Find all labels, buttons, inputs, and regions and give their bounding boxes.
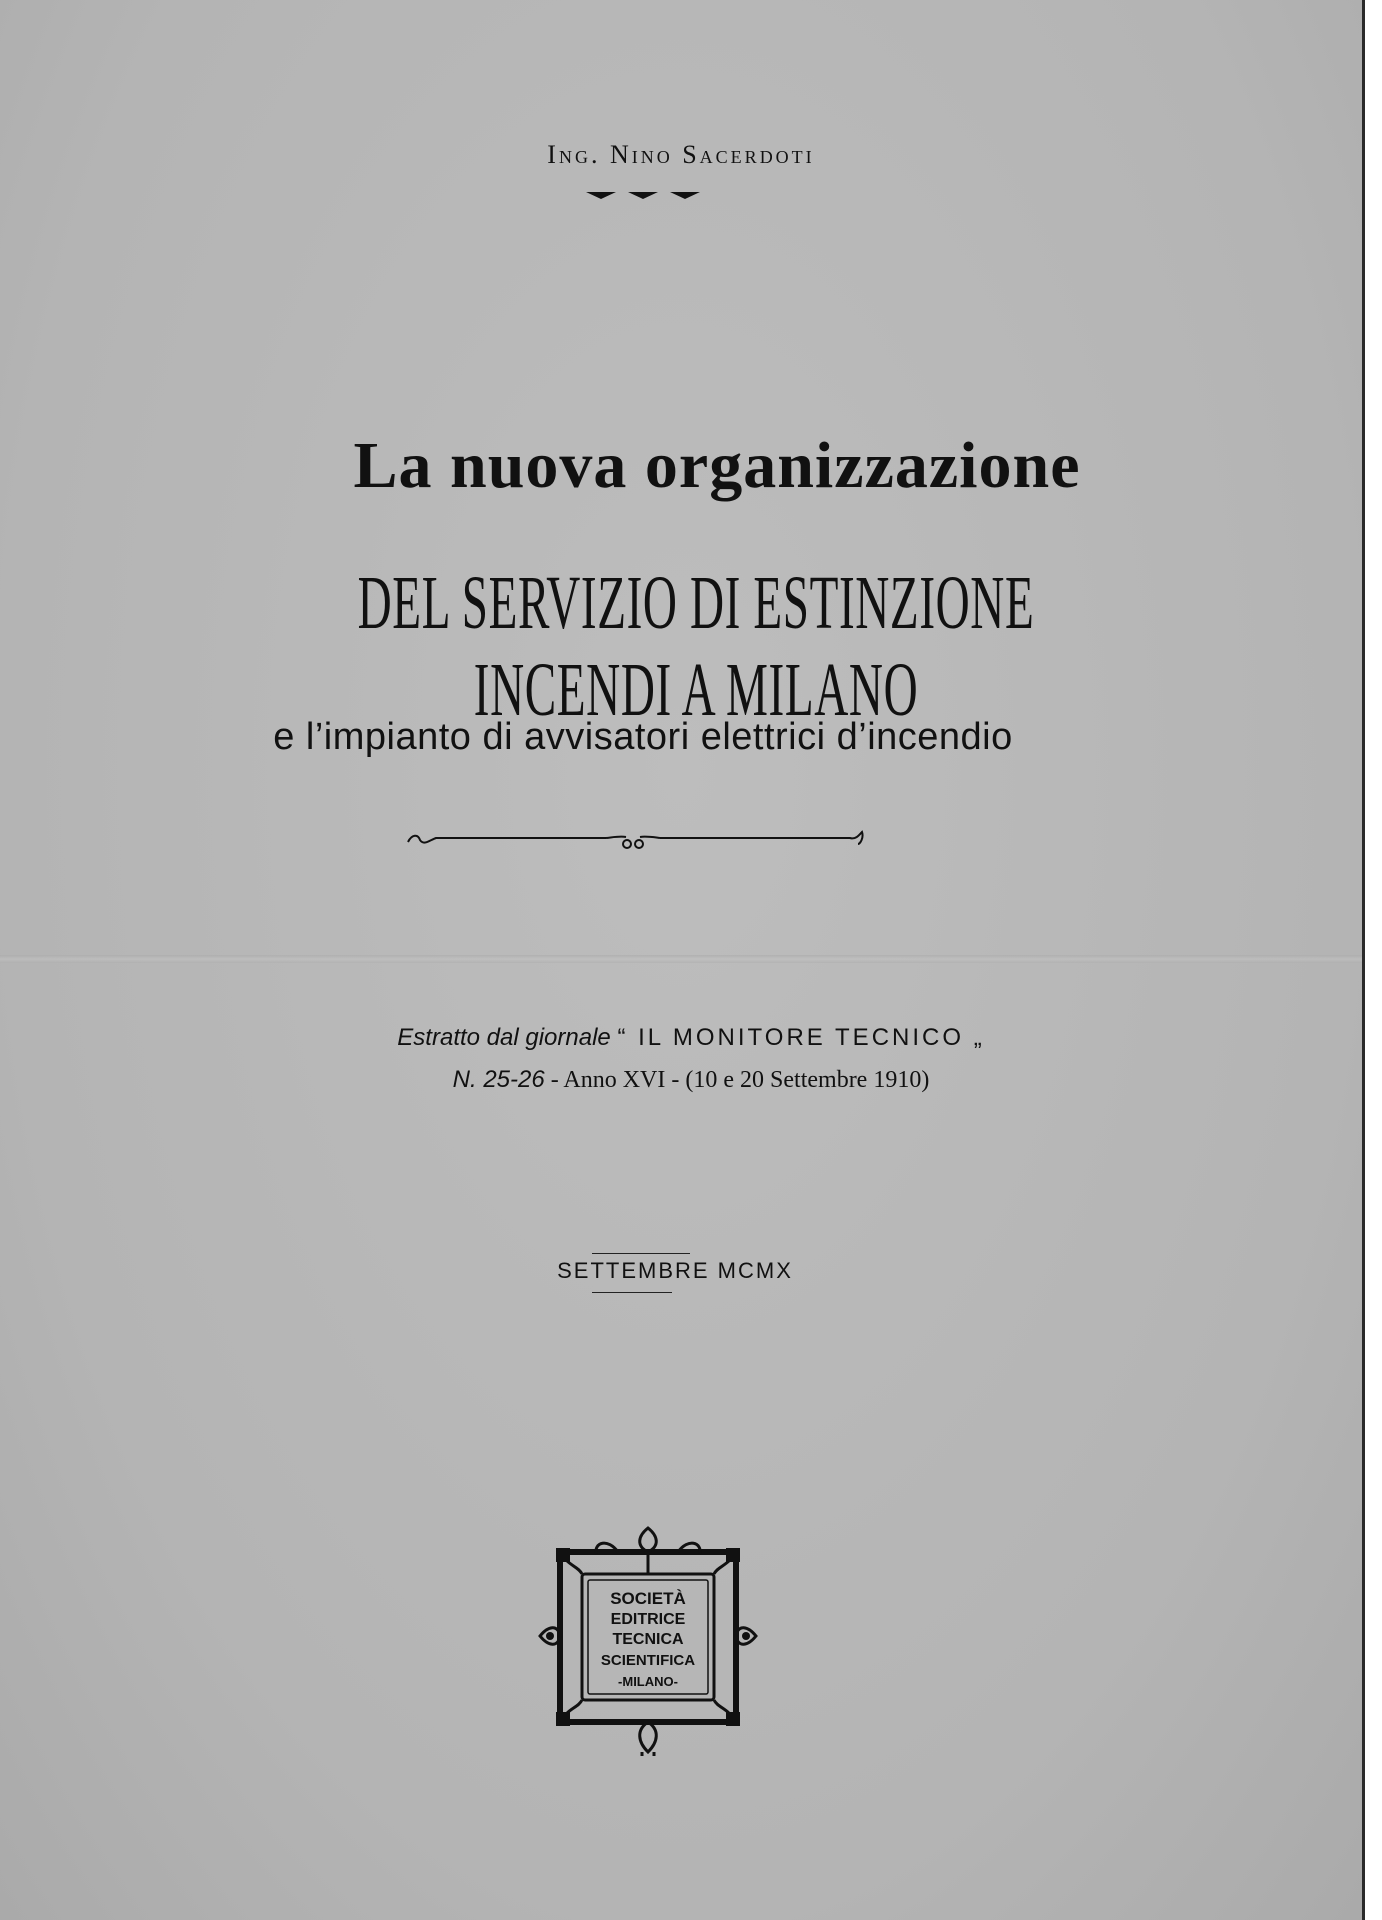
extract-issue-line xyxy=(10,1066,1365,1094)
triple-dash-ornament-icon xyxy=(0,188,1362,202)
extract-source-line xyxy=(10,1024,1365,1052)
issue-number: N. 25-26 xyxy=(452,1066,545,1093)
separator: - xyxy=(544,1067,564,1093)
subtitle: e l’impianto di avvisatori elettrici d’incendio xyxy=(273,716,1013,758)
title-line-1: La nuova organizzazione xyxy=(353,429,1081,502)
issue-dates: (10 e 20 Settembre 1910) xyxy=(685,1067,930,1093)
seal-line-4: SCIENTIFICA xyxy=(600,1652,696,1669)
seal-line-3: TECNICA xyxy=(612,1631,684,1648)
publisher-seal-icon xyxy=(538,1526,758,1756)
extract-prefix: Estratto dal giornale xyxy=(397,1024,611,1051)
separator: - xyxy=(665,1067,686,1093)
title-line-2: DEL SERVIZIO DI ESTINZIONE INCENDI A MILANO xyxy=(357,561,1035,732)
scroll-rule-ornament-icon xyxy=(0,828,1362,852)
seal-line-5: -MILANO- xyxy=(618,1674,678,1689)
publication-date: SETTEMBRE MCMX xyxy=(557,1258,793,1283)
seal-line-2: EDITRICE xyxy=(610,1611,686,1628)
author-name: Ing. Nino Sacerdoti xyxy=(547,140,815,169)
journal-name: “ IL MONITORE TECNICO „ xyxy=(617,1024,985,1051)
issue-year: Anno XVI xyxy=(563,1067,666,1093)
date-rule-top xyxy=(592,1253,690,1254)
seal-line-1: SOCIETÀ xyxy=(610,1589,686,1608)
date-rule-bottom xyxy=(592,1292,672,1293)
paper-fold xyxy=(0,955,1362,963)
